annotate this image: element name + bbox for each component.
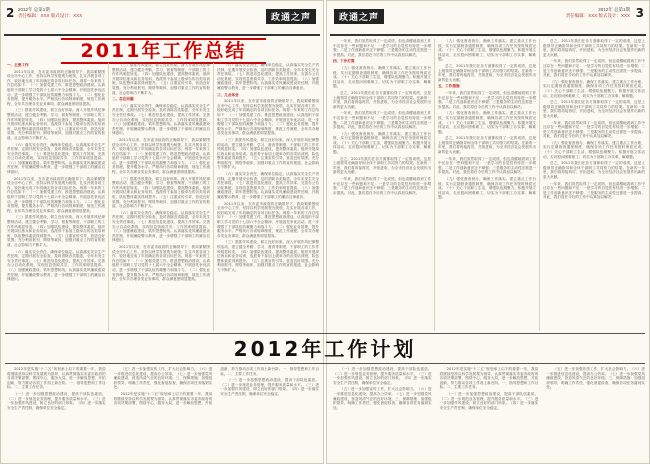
article-text: 总之，2011年我们在各方面都取得了一定的成绩，这是上级领导正确指导和全体干部职工共同努力的结果。在新的一年里，我们将再接再厉，开拓进取，为全市经济社会发展作出新的更大贡献。 xyxy=(543,39,645,57)
article-text: （六）落实安全责任，确保单位稳定。认真落实安全生产责任制，定期开展安全检查，及时消除各类隐患，全年未发生安全责任事故。（七）推进信息化建设，提高工作效率。完善办公自动化系统，实现信息资源共享，工作效率明显提高。（八）加强廉政建设，筑牢思想防线。认真落实党风廉政建设责任制，开展廉政警示教育，进一步增强了干部职工的廉洁自律意识。 xyxy=(7,142,105,175)
article-text: （九）强化督查督办，确保工作落实。建立重点工作台账，实行定期督查通报制度，确保各项工作任务按时保质完成。（十）关心干部职工生活，增强队伍凝聚力。积极开展文体活动，走访慰问困难职工，切实为干部职工办实事、解难题。 xyxy=(438,39,536,62)
article-text: （三）狠抓作风建设，树立良好形象。深入开展作风纪律整顿活动，建立健全考勤、学习、督查等制度，干部职工的工作作风明显转变。（四）加强队伍建设，提高整体素质。组织开展岗位练兵和业务培训，选派骨干参加上级举办的各类培训班，队伍整体素质得到提升。（五）注重宣传引导，营造良好氛围。充分利用报刊、网络等载体，加强对重点工作的宣传报道，社会影响力不断扩大。 xyxy=(7,108,105,140)
plan-text: （五）进一步加强宣传工作，扩大社会影响力。（六）进一步推进信息化建设，提高办公效率。（七）进一步加强党风廉政建设，营造风清气正的良好环境。三、保障措施：加强组织领导，明确工作责任，强化督促检查，确保各项任务落到实处。 xyxy=(546,367,645,390)
section-subhead: 三、几点体会 xyxy=(217,92,239,97)
article-column xyxy=(7,63,105,331)
plan-text: （一）进一步加强思想政治建设，提高干部队伍素质。（二）进一步规范业务管理，提升服务质量和水平。（三）进一步加强作风建设，树立良好的部门形象。（四）进一步落实安全生产责任制，确保单位安全稳定。 xyxy=(333,367,432,385)
article-text: （六）落实安全责任，确保单位稳定。认真落实安全生产责任制，定期开展安全检查，及时消除各类隐患，全年未发生安全责任事故。（七）推进信息化建设，提高工作效率。完善办公自动化系统，实现信息资源共享，工作效率明显提高。（八）加强廉政建设，筑牢思想防线。认真落实党风廉政建设责任制，开展廉政警示教育，进一步增强了干部职工的廉洁自律意识。 xyxy=(217,172,319,200)
masthead-brand: 政通之声 xyxy=(266,9,316,24)
article-text: （三）狠抓作风建设，树立良好形象。深入开展作风纪律整顿活动，建立健全考勤、学习、督查等制度，干部职工的工作作风明显转变。（四）加强队伍建设，提高整体素质。组织开展岗位练兵和业务培训，选派骨干参加上级举办的各类培训班，队伍整体素质得到提升。（五）注重宣传引导，营造良好氛围。充分利用报刊、网络等载体，加强对重点工作的宣传报道，社会影响力不断扩大。 xyxy=(112,176,210,209)
article-text: 2011年以来，在市委市政府的正确领导下，我局紧紧围绕全市中心工作，坚持以科学发展观为统领，扎实开展各项工作，较好地完成了年初确定的各项目标任务。现将一年来的工作总结如下：（一）加强党建工作，推进思想政治建设。认真组织干部职工学习党的十七届六中全会精神，开展创先争优活动，进一步增强了干部队伍的凝聚力和战斗力。（二）强化业务管理，提升服务水平。严格执行各项规章制度，规范工作流程，全年共办理各类业务事项，群众满意度明显提高。 xyxy=(217,99,319,136)
article-text: 一年来，我们虽然取得了一定成绩，但也清醒地看到工作中还存在一些问题和不足：一是学习的自觉性有待进一步增强；二是工作创新意识还不够强；三是服务的主动性还需进一步提高。对此，我们将在今后的工作中认真加以解决。 xyxy=(333,177,431,195)
issue-line: 2012年 总第1期 xyxy=(598,7,630,12)
article-text: （九）强化督查督办，确保工作落实。建立重点工作台账，实行定期督查通报制度，确保各项工作任务按时保质完成。（十）关心干部职工生活，增强队伍凝聚力。积极开展文体活动，走访慰问困难职工，切实为干部职工办实事、解难题。 xyxy=(333,65,431,89)
article-text: 一年来，我们虽然取得了一定成绩，但也清醒地看到工作中还存在一些问题和不足：一是学习的自觉性有待进一步增强；二是工作创新意识还不够强；三是服务的主动性还需进一步提高。对此，我们将在今后的工作中认真加以解决。 xyxy=(438,156,536,175)
article-column xyxy=(217,63,319,331)
article-text: 一年来，我们虽然取得了一定成绩，但也清醒地看到工作中还存在一些问题和不足：一是学习的自觉性有待进一步增强；二是工作创新意识还不够强；三是服务的主动性还需进一步提高。对此，我们将在今后的工作中认真加以解决。 xyxy=(333,39,431,57)
article-text: 一年来，我们虽然取得了一定成绩，但也清醒地看到工作中还存在一些问题和不足：一是学习的自觉性有待进一步增强；二是工作创新意识还不够强；三是服务的主动性还需进一步提高。对此，我们将在今后的工作中认真加以解决。 xyxy=(543,181,645,200)
plan-title xyxy=(30,336,620,362)
article-text: （九）强化督查督办，确保工作落实。建立重点工作台账，实行定期督查通报制度，确保各项工作任务按时保质完成。（十）关心干部职工生活，增强队伍凝聚力。积极开展文体活动，走访慰问困难职工，切实为干部职工办实事、解难题。 xyxy=(543,140,645,159)
section-subhead: 一、主要工作 xyxy=(7,63,29,67)
column-divider xyxy=(108,63,109,331)
article-text: 一年来，我们虽然取得了一定成绩，但也清醒地看到工作中还存在一些问题和不足：一是学习的自觉性有待进一步增强；二是工作创新意识还不够强；三是服务的主动性还需进一步提高。对此，我们将在今后的工作中认真加以解决。 xyxy=(543,120,645,139)
article-text: 总之，2011年我们在各方面都取得了一定的成绩，这是上级领导正确指导和全体干部职工共同努力的结果。在新的一年里，我们将再接再厉，开拓进取，为全市经济社会发展作出新的更大贡献。 xyxy=(438,63,536,82)
article-column xyxy=(438,39,536,331)
plan-text: 2012年是实施“十二五”规划承上启下的重要一年，我局将继续坚持以科学发展观为指导，认真贯彻落实市委市政府的各项决策部署，围绕中心，服务大局，进一步解放思想，开拓创新，努力推动各项工作再上新台阶。一、指导思想和工作目标。二、主要工作任务。 xyxy=(439,367,539,390)
editor-line: 责任编辑：XXX 版式设计：XXX xyxy=(18,13,83,18)
article-text: 2011年以来，在市委市政府的正确领导下，我局紧紧围绕全市中心工作，坚持以科学发展观为统领，扎实开展各项工作，较好地完成了年初确定的各项目标任务。现将一年来的工作总结如下：（一）加强党建工作，推进思想政治建设。认真组织干部职工学习党的十七届六中全会精神，开展创先争优活动，进一步增强了干部队伍的凝聚力和战斗力。（二）强化业务管理，提升服务水平。严格执行各项规章制度，规范工作流程，全年共办理各类业务事项，群众满意度明显提高。 xyxy=(217,201,319,238)
article-text: （三）狠抓作风建设，树立良好形象。深入开展作风纪律整顿活动，建立健全考勤、学习、督查等制度，干部职工的工作作风明显转变。（四）加强队伍建设，提高整体素质。组织开展岗位练兵和业务培训，选派骨干参加上级举办的各类培训班，队伍整体素质得到提升。（五）注重宣传引导，营造良好氛围。充分利用报刊、网络等载体，加强对重点工作的宣传报道，社会影响力不断扩大。 xyxy=(7,215,105,247)
plan-banner-top-rule xyxy=(5,333,645,334)
article-text: 总之，2011年我们在各方面都取得了一定的成绩，这是上级领导正确指导和全体干部职工共同努力的结果。在新的一年里，我们将再接再厉，开拓进取，为全市经济社会发展作出新的更大贡献。 xyxy=(438,136,536,155)
article-text: （三）狠抓作风建设，树立良好形象。深入开展作风纪律整顿活动，建立健全考勤、学习、督查等制度，干部职工的工作作风明显转变。（四）加强队伍建设，提高整体素质。组织开展岗位练兵和业务培训，选派骨干参加上级举办的各类培训班，队伍整体素质得到提升。（五）注重宣传引导，营造良好氛围。充分利用报刊、网络等载体，加强对重点工作的宣传报道，社会影响力不断扩大。 xyxy=(112,63,210,95)
article-text: （六）落实安全责任，确保单位稳定。认真落实安全生产责任制，定期开展安全检查，及时消除各类隐患，全年未发生安全责任事故。（七）推进信息化建设，提高工作效率。完善办公自动化系统，实现信息资源共享，工作效率明显提高。（八）加强廉政建设，筑牢思想防线。认真落实党风廉政建设责任制，开展廉政警示教育，进一步增强了干部职工的廉洁自律意识。 xyxy=(7,249,105,282)
article-text: （九）强化督查督办，确保工作落实。建立重点工作台账，实行定期督查通报制度，确保各项工作任务按时保质完成。（十）关心干部职工生活，增强队伍凝聚力。积极开展文体活动，走访慰问困难职工，切实为干部职工办实事、解难题。 xyxy=(438,177,536,200)
article-text: 一年来，我们虽然取得了一定成绩，但也清醒地看到工作中还存在一些问题和不足：一是学习的自觉性有待进一步增强；二是工作创新意识还不够强；三是服务的主动性还需进一步提高。对此，我们将在今后的工作中认真加以解决。 xyxy=(333,111,431,130)
article-text: 2011年以来，在市委市政府的正确领导下，我局紧紧围绕全市中心工作，坚持以科学发展观为统领，扎实开展各项工作，较好地完成了年初确定的各项目标任务。现将一年来的工作总结如下：（一）加强党建工作，推进思想政治建设。认真组织干部职工学习党的十七届六中全会精神，开展创先争优活动，进一步增强了干部队伍的凝聚力和战斗力。（二）强化业务管理，提升服务水平。严格执行各项规章制度，规范工作流程，全年共办理各类业务事项，群众满意度明显提高。 xyxy=(7,69,105,106)
right-page-header xyxy=(330,4,646,36)
article-column xyxy=(112,63,210,331)
article-text: （九）强化督查督办，确保工作落实。建立重点工作台账，实行定期督查通报制度，确保各项工作任务按时保质完成。（十）关心干部职工生活，增强队伍凝聚力。积极开展文体活动，走访慰问困难职工，切实为干部职工办实事、解难题。 xyxy=(333,131,431,155)
issue-line: 2012年 总第1期 xyxy=(18,7,50,12)
article-column xyxy=(543,39,645,331)
article-text: 2011年以来，在市委市政府的正确领导下，我局紧紧围绕全市中心工作，坚持以科学发展观为统领，扎实开展各项工作，较好地完成了年初确定的各项目标任务。现将一年来的工作总结如下：（一）加强党建工作，推进思想政治建设。认真组织干部职工学习党的十七届六中全会精神，开展创先争优活动，进一步增强了干部队伍的凝聚力和战斗力。（二）强化业务管理，提升服务水平。严格执行各项规章制度，规范工作流程，全年共办理各类业务事项，群众满意度明显提高。 xyxy=(112,137,210,175)
plan-text: （五）进一步加强宣传工作，扩大社会影响力。（六）进一步推进信息化建设，提高办公效率。（七）进一步加强党风廉政建设，营造风清气正的良好环境。三、保障措施：加强组织领导，明确工作责任，强化督促检查，确保各项任务落到实处。 xyxy=(333,387,432,410)
issue-meta xyxy=(18,7,82,19)
article-text: 总之，2011年我们在各方面都取得了一定的成绩，这是上级领导正确指导和全体干部职工共同努力的结果。在新的一年里，我们将再接再厉，开拓进取，为全市经济社会发展作出新的更大贡献。 xyxy=(543,100,645,118)
right-page xyxy=(326,0,650,464)
page-number: 3 xyxy=(635,6,644,20)
plan-banner-bottom-rule xyxy=(5,363,645,364)
article-text: （三）狠抓作风建设，树立良好形象。深入开展作风纪律整顿活动，建立健全考勤、学习、督查等制度，干部职工的工作作风明显转变。（四）加强队伍建设，提高整体素质。组织开展岗位练兵和业务培训，选派骨干参加上级举办的各类培训班，队伍整体素质得到提升。（五）注重宣传引导，营造良好氛围。充分利用报刊、网络等载体，加强对重点工作的宣传报道，社会影响力不断扩大。 xyxy=(217,137,319,170)
article-text: （九）强化督查督办，确保工作落实。建立重点工作台账，实行定期督查通报制度，确保各项工作任务按时保质完成。（十）关心干部职工生活，增强队伍凝聚力。积极开展文体活动，走访慰问困难职工，切实为干部职工办实事、解难题。 xyxy=(438,111,536,134)
column-divider xyxy=(213,63,214,331)
article-text: （六）落实安全责任，确保单位稳定。认真落实安全生产责任制，定期开展安全检查，及时消除各类隐患，全年未发生安全责任事故。（七）推进信息化建设，提高工作效率。完善办公自动化系统，实现信息资源共享，工作效率明显提高。（八）加强廉政建设，筑牢思想防线。认真落实党风廉政建设责任制，开展廉政警示教育，进一步增强了干部职工的廉洁自律意识。 xyxy=(112,210,210,243)
article-text: 总之，2011年我们在各方面都取得了一定的成绩，这是上级领导正确指导和全体干部职工共同努力的结果。在新的一年里，我们将再接再厉，开拓进取，为全市经济社会发展作出新的更大贡献。 xyxy=(543,161,645,180)
plan-text: （一）进一步加强思想政治建设，提高干部队伍素质。（二）进一步规范业务管理，提升服务质量和水平。（三）进一步加强作风建设，树立良好的部门形象。（四）进一步落实安全生产责任制，确保单位安全稳定。 xyxy=(439,391,539,410)
summary-title: 2011年工作总结 xyxy=(61,38,266,64)
masthead-brand: 政通之声 xyxy=(334,9,384,24)
plan-text: 2012年是实施“十二五”规划承上启下的重要一年，我局将继续坚持以科学发展观为指导，认真贯彻落实市委市政府的各项决策部署，围绕中心，服务大局，进一步解放思想，开拓创新，努力推动各项工作再上新台阶。一、指导思想和工作目标。二、主要工作任务。 xyxy=(7,367,106,390)
plan-text: （五）进一步加强宣传工作，扩大社会影响力。（六）进一步推进信息化建设，提高办公效率。（七）进一步加强党风廉政建设，营造风清气正的良好环境。三、保障措施：加强组织领导，明确工作责任，强化督促检查，确保各项任务落到实处。 xyxy=(113,367,213,390)
page-number: 2 xyxy=(6,6,15,20)
article-text: 2011年以来，在市委市政府的正确领导下，我局紧紧围绕全市中心工作，坚持以科学发展观为统领，扎实开展各项工作，较好地完成了年初确定的各项目标任务。现将一年来的工作总结如下：（一）加强党建工作，推进思想政治建设。认真组织干部职工学习党的十七届六中全会精神，开展创先争优活动，进一步增强了干部队伍的凝聚力和战斗力。（二）强化业务管理，提升服务水平。严格执行各项规章制度，规范工作流程，全年共办理各类业务事项，群众满意度明显提高。 xyxy=(7,176,105,213)
section-subhead: 五、工作措施 xyxy=(438,84,460,89)
article-column xyxy=(333,39,431,331)
issue-meta xyxy=(566,7,630,19)
article-text: 总之，2011年我们在各方面都取得了一定的成绩，这是上级领导正确指导和全体干部职工共同努力的结果。在新的一年里，我们将再接再厉，开拓进取，为全市经济社会发展作出新的更大贡献。 xyxy=(333,156,431,175)
left-page-header xyxy=(4,4,320,36)
article-text: （九）强化督查督办，确保工作落实。建立重点工作台账，实行定期督查通报制度，确保各项工作任务按时保质完成。（十）关心干部职工生活，增强队伍凝聚力。积极开展文体活动，走访慰问困难职工，切实为干部职工办实事、解难题。 xyxy=(543,79,645,98)
plan-title-year: 2012 xyxy=(233,337,302,361)
article-text: （六）落实安全责任，确保单位稳定。认真落实安全生产责任制，定期开展安全检查，及时消除各类隐患，全年未发生安全责任事故。（七）推进信息化建设，提高工作效率。完善办公自动化系统，实现信息资源共享，工作效率明显提高。（八）加强廉政建设，筑牢思想防线。认真落实党风廉政建设责任制，开展廉政警示教育，进一步增强了干部职工的廉洁自律意识。 xyxy=(217,63,319,90)
article-text: 2011年以来，在市委市政府的正确领导下，我局紧紧围绕全市中心工作，坚持以科学发展观为统领，扎实开展各项工作，较好地完成了年初确定的各项目标任务。现将一年来的工作总结如下：（一）加强党建工作，推进思想政治建设。认真组织干部职工学习党的十七届六中全会精神，开展创先争优活动，进一步增强了干部队伍的凝聚力和战斗力。（二）强化业务管理，提升服务水平。严格执行各项规章制度，规范工作流程，全年共办理各类业务事项，群众满意度明显提高。 xyxy=(112,244,210,282)
plan-title-text: 年工作计划 xyxy=(301,337,417,361)
plan-text: （一）进一步加强思想政治建设，提高干部队伍素质。（二）进一步规范业务管理，提升服务质量和水平。（三）进一步加强作风建设，树立良好的部门形象。（四）进一步落实安全生产责任制，确保单位安全稳定。 xyxy=(7,391,106,410)
plan-text: 2012年是实施“十二五”规划承上启下的重要一年，我局将继续坚持以科学发展观为指导，认真贯彻落实市委市政府的各项决策部署，围绕中心，服务大局，进一步解放思想，开拓创新，努力推动各项工作再上新台阶。一、指导思想和工作目标。二、主要工作任务。 xyxy=(113,367,319,406)
article-text: 一年来，我们虽然取得了一定成绩，但也清醒地看到工作中还存在一些问题和不足：一是学习的自觉性有待进一步增强；二是工作创新意识还不够强；三是服务的主动性还需进一步提高。对此，我们将在今后的工作中认真加以解决。 xyxy=(438,90,536,109)
article-text: 一年来，我们虽然取得了一定成绩，但也清醒地看到工作中还存在一些问题和不足：一是学习的自觉性有待进一步增强；二是工作创新意识还不够强；三是服务的主动性还需进一步提高。对此，我们将在今后的工作中认真加以解决。 xyxy=(543,59,645,78)
article-text: 总之，2011年我们在各方面都取得了一定的成绩，这是上级领导正确指导和全体干部职工共同努力的结果。在新的一年里，我们将再接再厉，开拓进取，为全市经济社会发展作出新的更大贡献。 xyxy=(333,90,431,109)
column-divider xyxy=(434,39,435,331)
article-text: （三）狠抓作风建设，树立良好形象。深入开展作风纪律整顿活动，建立健全考勤、学习、督查等制度，干部职工的工作作风明显转变。（四）加强队伍建设，提高整体素质。组织开展岗位练兵和业务培训，选派骨干参加上级举办的各类培训班，队伍整体素质得到提升。（五）注重宣传引导，营造良好氛围。充分利用报刊、网络等载体，加强对重点工作的宣传报道，社会影响力不断扩大。 xyxy=(217,240,319,272)
plan-text-right xyxy=(333,367,645,461)
plan-text-left xyxy=(7,367,319,461)
editor-line: 责任编辑：XXX 版式设计：XXX xyxy=(565,13,630,18)
plan-text: （一）进一步加强思想政治建设，提高干部队伍素质。（二）进一步规范业务管理，提升服务质量和水平。（三）进一步加强作风建设，树立良好的部门形象。（四）进一步落实安全生产责任制，确保单位安全稳定。 xyxy=(220,378,319,396)
column-divider xyxy=(539,39,540,331)
left-page xyxy=(0,0,324,464)
section-subhead: 二、存在问题 xyxy=(112,97,134,102)
section-subhead: 四、下步打算 xyxy=(333,59,355,64)
article-text: （六）落实安全责任，确保单位稳定。认真落实安全生产责任制，定期开展安全检查，及时消除各类隐患，全年未发生安全责任事故。（七）推进信息化建设，提高工作效率。完善办公自动化系统，实现信息资源共享，工作效率明显提高。（八）加强廉政建设，筑牢思想防线。认真落实党风廉政建设责任制，开展廉政警示教育，进一步增强了干部职工的廉洁自律意识。 xyxy=(112,103,210,136)
